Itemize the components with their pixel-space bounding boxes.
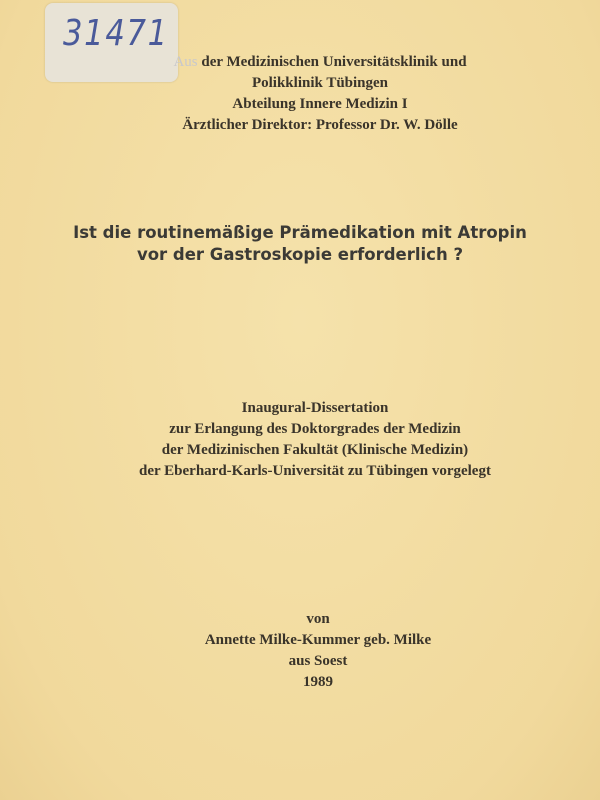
thesis-title — [0, 222, 600, 266]
header-line: der Medizinischen Universitätsklinik und — [201, 54, 467, 70]
body-line: der Medizinischen Fakultät (Klinische Medizin) — [161, 442, 469, 458]
author-origin: aus Soest — [288, 653, 348, 669]
author-line: von — [306, 611, 330, 627]
body-line: Inaugural-Dissertation — [241, 400, 389, 416]
title-line: vor der Gastroskopie erforderlich ? — [136, 245, 464, 264]
year: 1989 — [303, 674, 333, 690]
dissertation-statement — [15, 398, 600, 482]
header-line: Abteilung Innere Medizin I — [232, 96, 408, 112]
author-block — [18, 609, 600, 693]
header-line: Ärztlicher Direktor: Professor Dr. W. Dölle — [182, 117, 458, 133]
header-prefix: Aus — [173, 54, 198, 70]
body-line: zur Erlangung des Doktorgrades der Medizin — [169, 421, 461, 437]
body-line: der Eberhard-Karls-Universität zu Tübingen vorgelegt — [139, 463, 491, 479]
institution-header — [20, 52, 600, 136]
title-line: Ist die routinemäßige Prämedikation mit Atropin — [73, 223, 527, 242]
handwritten-number: 31471 — [63, 13, 169, 54]
header-line: Polikklinik Tübingen — [251, 75, 389, 91]
author-name: Annette Milke-Kummer geb. Milke — [204, 632, 432, 648]
